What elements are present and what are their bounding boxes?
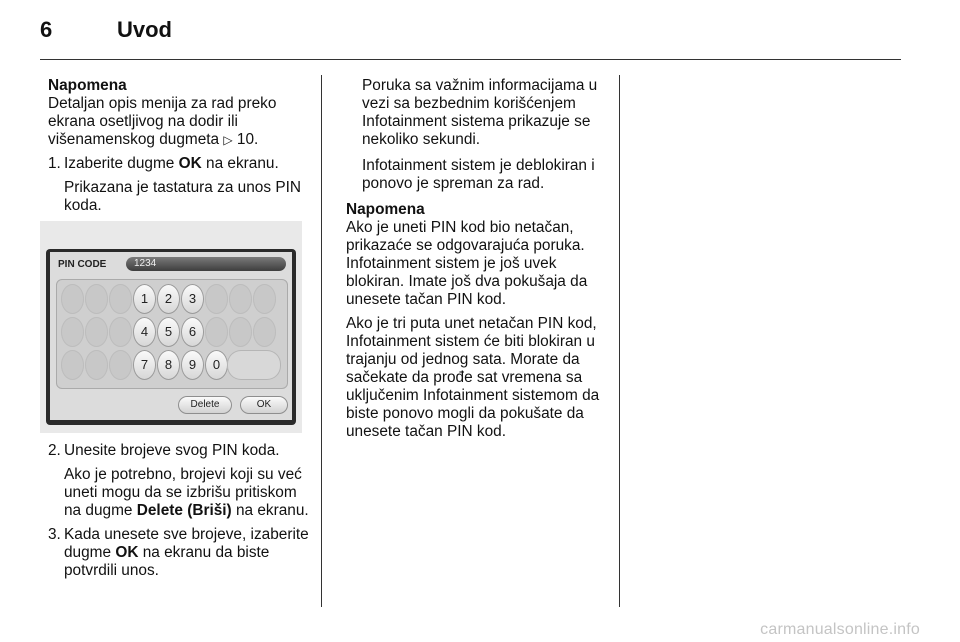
lockout-paragraph: Ako je tri puta unet netačan PIN kod, Infotainment sistem će biti blokiran u trajanju od jednog sata. Morate da sačekate da prođe sat vremena sa uključenim Infotainment sistemom da biste ponovo mogli da pokušate da unesete tačan PIN kod. [346,315,600,440]
step-1-text-end: na ekranu. [206,155,279,172]
step-1-ok-term: OK [178,155,202,172]
column-1 [48,77,310,215]
cross-reference-arrow-icon: ▷ [223,133,233,147]
column-divider-1 [321,75,322,607]
key-7: 7 [133,350,156,380]
note-title: Napomena [48,77,127,94]
column-2 [346,77,612,441]
keypad-blank-key [109,284,132,314]
step-3-text: Kada unesete sve brojeve, izaberite dugme [64,526,309,561]
column-1-continued [48,442,310,580]
keypad-blank-key [205,317,228,347]
page-number: 6 [40,17,53,42]
pin-entry-value: 1234 [134,258,157,269]
keypad [56,279,288,389]
display-bezel [46,249,296,425]
note-text [48,95,310,149]
step-3 [48,526,310,580]
key-6: 6 [181,317,204,347]
unlocked-paragraph: Infotainment sistem je deblokiran i ponovo je spreman za rad. [362,157,595,192]
keypad-blank-key [229,317,252,347]
note-body: Detaljan opis menija za rad preko ekrana osetljivog na dodir ili višenamenskog dugmeta [48,95,277,148]
step-2-text: Unesite brojeve svog PIN koda. [64,442,280,459]
keypad-blank-key [61,317,84,347]
delete-button: Delete [178,396,232,414]
key-8: 8 [157,350,180,380]
keypad-wide-blank-key [227,350,281,380]
pin-code-label: PIN CODE [58,259,107,270]
keypad-blank-key [85,317,108,347]
step-2-delete-term: Delete (Briši) [136,502,232,519]
key-0: 0 [205,350,228,380]
step-1-text: Izaberite dugme [64,155,175,172]
note-page-ref[interactable]: 10. [236,131,259,148]
keypad-blank-key [85,284,108,314]
keypad-blank-key [229,284,252,314]
key-3: 3 [181,284,204,314]
keypad-blank-key [85,350,108,380]
page-title: Uvod [117,17,172,42]
header-rule [40,59,901,60]
key-9: 9 [181,350,204,380]
step-3-text-end: na ekranu da biste potvrdili unos. [64,544,270,579]
keypad-blank-key [61,284,84,314]
key-4: 4 [133,317,156,347]
column-divider-2 [619,75,620,607]
keypad-blank-key [109,350,132,380]
watermark: carmanualsonline.info [760,621,920,638]
step-3-number: 3. [48,526,61,543]
step-2 [48,442,310,520]
step-2-number: 2. [48,442,61,459]
key-5: 5 [157,317,180,347]
step-1-sub: Prikazana je tastatura za unos PIN koda. [64,179,301,214]
key-2: 2 [157,284,180,314]
step-1-number: 1. [48,155,61,172]
step-1 [48,155,310,215]
step-3-ok-term: OK [115,544,139,561]
ok-button: OK [240,396,288,414]
keypad-blank-key [253,284,276,314]
step-2-sub-end: na ekranu. [235,502,309,519]
result-paragraph: Poruka sa važnim informacijama u vezi sa bezbednim korišćenjem Infotainment sistema prikazuje se nekoliko sekundi. [362,77,598,148]
display-screen [50,252,292,420]
keypad-blank-key [253,317,276,347]
step-2-sub: Ako je potrebno, brojevi koji su već uneti mogu da se izbrišu pritiskom na dugme [64,466,302,519]
pin-keypad-screenshot [40,221,302,433]
keypad-blank-key [205,284,228,314]
keypad-blank-key [61,350,84,380]
keypad-blank-key [109,317,132,347]
note-text-2: Ako je uneti PIN kod bio netačan, prikazaće se odgovarajuća poruka. Infotainment sistem je još uvek blokiran. Imate još dva pokušaja da unesete tačan PIN kod. [346,219,588,308]
key-1: 1 [133,284,156,314]
note-title-2: Napomena [346,201,425,218]
